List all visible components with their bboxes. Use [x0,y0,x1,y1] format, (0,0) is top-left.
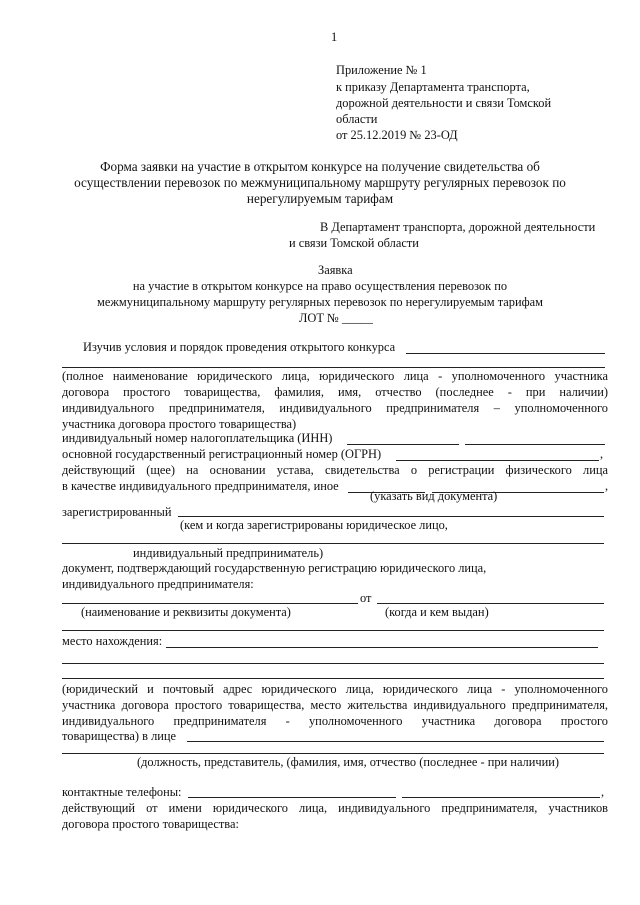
address-note-line: товарищества) в лице [62,729,177,743]
blank-line[interactable] [62,630,604,631]
address-note-line: индивидуального предпринимателя - уполномоченного участника договора простого [62,714,608,728]
application-subtitle: на участие в открытом конкурсе на право осуществления перевозок по [132,279,508,293]
document-name-field[interactable] [62,603,358,604]
document-name-note: (наименование и реквизиты документа) [81,605,291,619]
comma: , [600,447,604,461]
address-note-line: (юридический и почтовый адрес юридического лица, юридического лица - уполномоченного [62,682,608,696]
appendix-line: к приказу Департамента транспорта, [336,80,530,94]
appendix-line: дорожной деятельности и связи Томской [336,96,552,110]
registered-label: зарегистрированный [62,505,172,519]
registration-field[interactable] [178,516,604,517]
appendix-date: от 25.12.2019 № 23-ОД [336,128,458,142]
lot-number: ЛОТ № _____ [299,311,373,325]
issued-by-field[interactable] [377,603,604,604]
comma: , [601,785,605,799]
acting-on-behalf-text-2: договора простого товарищества: [62,817,239,831]
phones-label: контактные телефоны: [62,785,182,799]
location-label: место нахождения: [62,634,163,648]
contest-name-field[interactable] [406,353,605,354]
participant-name-field[interactable] [62,367,605,368]
issued-note: (когда и кем выдан) [385,605,489,619]
application-subtitle: межмуниципальному маршруту регулярных перевозок по нерегулируемым тарифам [97,295,543,309]
phone-field[interactable] [188,797,396,798]
addressee-line: В Департамент транспорта, дорожной деятельности [320,220,596,234]
registration-note-2: индивидуальный предприниматель) [133,546,324,560]
doc-confirm-label: документ, подтверждающий государственную регистрацию юридического лица, [62,561,487,575]
inn-field-2[interactable] [465,444,605,445]
form-title-line: Форма заявки на участие в открытом конкурсе на получение свидетельства об [100,159,540,174]
inn-field[interactable] [347,444,459,445]
participant-note-line: (полное наименование юридического лица, юридического лица - уполномоченного участника [62,369,608,383]
position-note: (должность, представитель, (фамилия, имя, отчество (последнее - при наличии) [137,755,559,769]
location-field-2[interactable] [62,663,604,664]
acting-basis-text: действующий (щее) на основании устава, свидетельства о регистрации физического лица [62,463,608,477]
from-label: от [360,591,372,605]
ogrn-field[interactable] [396,460,599,461]
participant-note-line: индивидуального предпринимателя, индивидуального предпринимателя – уполномоченного [62,401,608,415]
represented-by-field-2[interactable] [62,753,604,754]
represented-by-field[interactable] [187,741,604,742]
doc-confirm-label-2: индивидуального предпринимателя: [62,577,254,591]
appendix-title: Приложение № 1 [336,63,427,77]
comma: , [605,479,609,493]
phone-field-2[interactable] [402,797,600,798]
registration-note: (кем и когда зарегистрированы юридическое лицо, [180,518,448,532]
ogrn-label: основной государственный регистрационный номер (ОГРН) [62,447,382,461]
form-title-line: осуществлении перевозок по межмуниципальному маршруту регулярных перевозок по [74,175,566,190]
application-title: Заявка [318,263,353,277]
participant-note-line: участника договора простого товарищества) [62,417,297,431]
acting-basis-text-2: в качестве индивидуального предпринимателя, иное [62,479,339,493]
page-number: 1 [331,30,338,44]
registration-field-2[interactable] [62,543,604,544]
inn-label: индивидуальный номер налогоплательщика (ИНН) [62,431,333,445]
studied-text: Изучив условия и порядок проведения открытого конкурса [83,340,396,354]
location-field[interactable] [166,647,598,648]
acting-on-behalf-text: действующий от имени юридического лица, индивидуального предпринимателя, участников [62,801,608,815]
participant-note-line: договора простого товарищества, фамилия, имя, отчество (последнее - при наличии) [62,385,608,399]
addressee-line: и связи Томской области [289,236,419,250]
appendix-line: области [336,112,378,126]
location-field-3[interactable] [62,678,604,679]
form-title-line: нерегулируемым тарифам [246,191,394,206]
address-note-line: участника договора простого товарищества, место жительства индивидуального предпринимателя, [62,698,608,712]
specify-doc-note: (указать вид документа) [370,489,498,503]
